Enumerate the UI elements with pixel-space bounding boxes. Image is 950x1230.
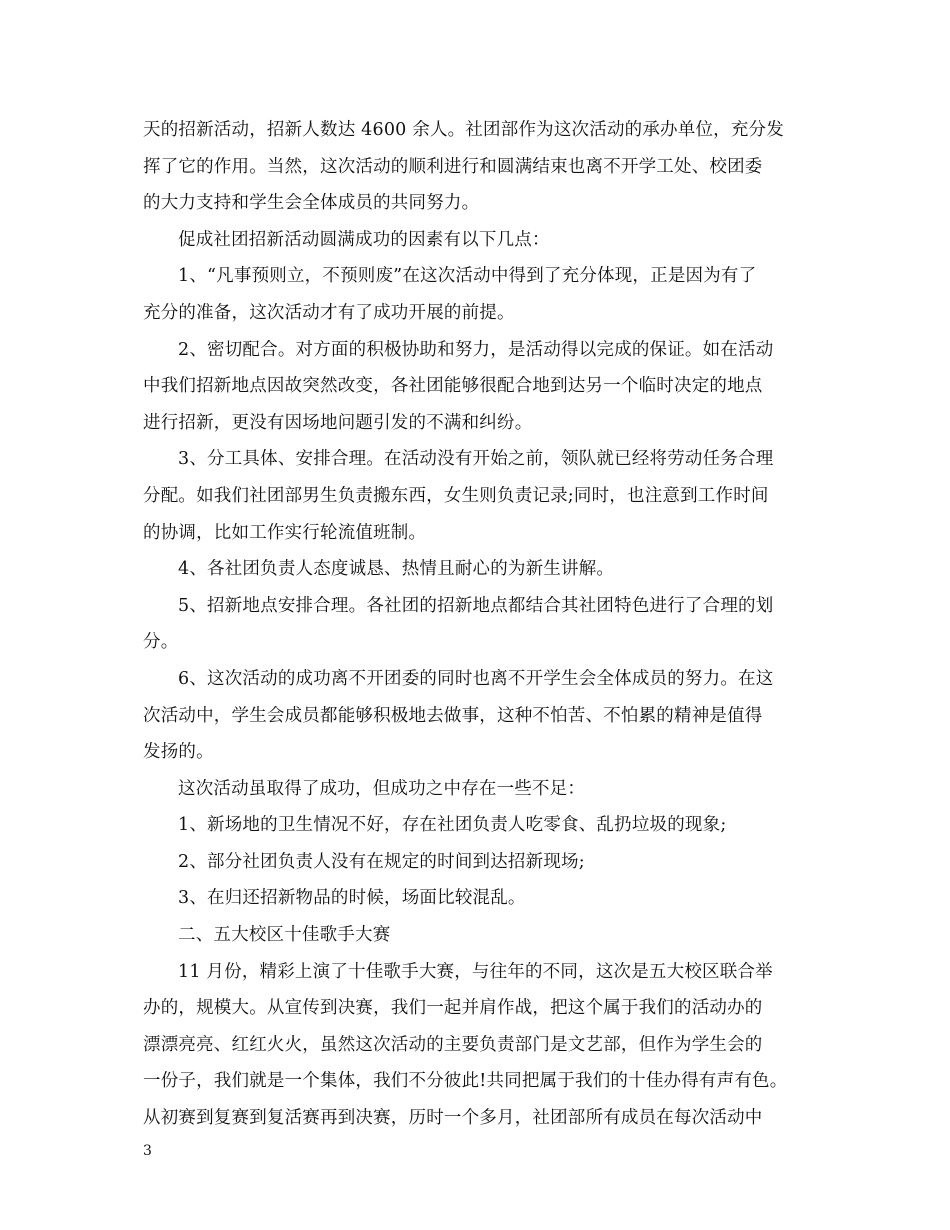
text-line: 2、密切配合。对方面的积极协助和努力，是活动得以完成的保证。如在活动 bbox=[178, 339, 774, 360]
text-line: 挥了它的作用。当然，这次活动的顺利进行和圆满结束也离不开学工处、校团委 bbox=[143, 156, 763, 177]
text-line: 1、新场地的卫生情况不好，存在社团负责人吃零食、乱扔垃圾的现象; bbox=[178, 815, 727, 836]
text-line: 11 月份，精彩上演了十佳歌手大赛，与往年的不同，这次是五大校区联合举 bbox=[178, 961, 773, 982]
text-line: 6、这次活动的成功离不开团委的同时也离不开学生会全体成员的努力。在这 bbox=[178, 668, 774, 689]
text-line: 2、部分社团负责人没有在规定的时间到达招新现场; bbox=[178, 851, 585, 872]
text-line: 5、招新地点安排合理。各社团的招新地点都结合其社团特色进行了合理的划 bbox=[178, 595, 774, 616]
text-line: 漂漂亮亮、红红火火，虽然这次活动的主要负责部门是文艺部，但作为学生会的 bbox=[143, 1034, 763, 1055]
text-line: 4、各社团负责人态度诚恳、热情且耐心的为新生讲解。 bbox=[178, 559, 615, 580]
text-line: 从初赛到复赛到复活赛再到决赛，历时一个多月，社团部所有成员在每次活动中 bbox=[143, 1108, 763, 1129]
text-line: 3、分工具体、安排合理。在活动没有开始之前，领队就已经将劳动任务合理 bbox=[178, 449, 774, 470]
text-line: 的大力支持和学生会全体成员的共同努力。 bbox=[143, 193, 480, 214]
text-line: 的协调，比如工作实行轮流值班制。 bbox=[143, 522, 427, 543]
text-line: 中我们招新地点因故突然改变，各社团能够很配合地到达另一个临时决定的地点 bbox=[143, 376, 763, 397]
text-line: 促成社团招新活动圆满成功的因素有以下几点： bbox=[178, 229, 550, 250]
text-line: 天的招新活动，招新人数达 4600 余人。社团部作为这次活动的承办单位，充分发 bbox=[143, 120, 784, 140]
text-line: 分配。如我们社团部男生负责搬东西，女生则负责记录;同时，也注意到工作时间 bbox=[143, 485, 769, 506]
text-line: 进行招新，更没有因场地问题引发的不满和纠纷。 bbox=[143, 412, 533, 433]
text-line: 3、在归还招新物品的时候，场面比较混乱。 bbox=[178, 888, 526, 909]
page-number: 3 bbox=[143, 1143, 152, 1159]
text-line: 分。 bbox=[143, 632, 179, 653]
text-line: 办的，规模大。从宣传到决赛，我们一起并肩作战，把这个属于我们的活动办的 bbox=[143, 998, 763, 1019]
text-line: 这次活动虽取得了成功，但成功之中存在一些不足： bbox=[178, 778, 586, 799]
document-body bbox=[143, 112, 815, 1137]
text-line: 一份子，我们就是一个集体，我们不分彼此!共同把属于我们的十佳办得有声有色。 bbox=[143, 1071, 788, 1092]
text-line: 次活动中，学生会成员都能够积极地去做事，这种不怕苦、不怕累的精神是值得 bbox=[143, 705, 763, 726]
text-line: 发扬的。 bbox=[143, 742, 214, 763]
text-line: 充分的准备，这次活动才有了成功开展的前提。 bbox=[143, 302, 515, 323]
text-line: 二、五大校区十佳歌手大赛 bbox=[178, 925, 391, 946]
text-line: 1、“凡事预则立，不预则废”在这次活动中得到了充分体现，正是因为有了 bbox=[178, 266, 757, 287]
